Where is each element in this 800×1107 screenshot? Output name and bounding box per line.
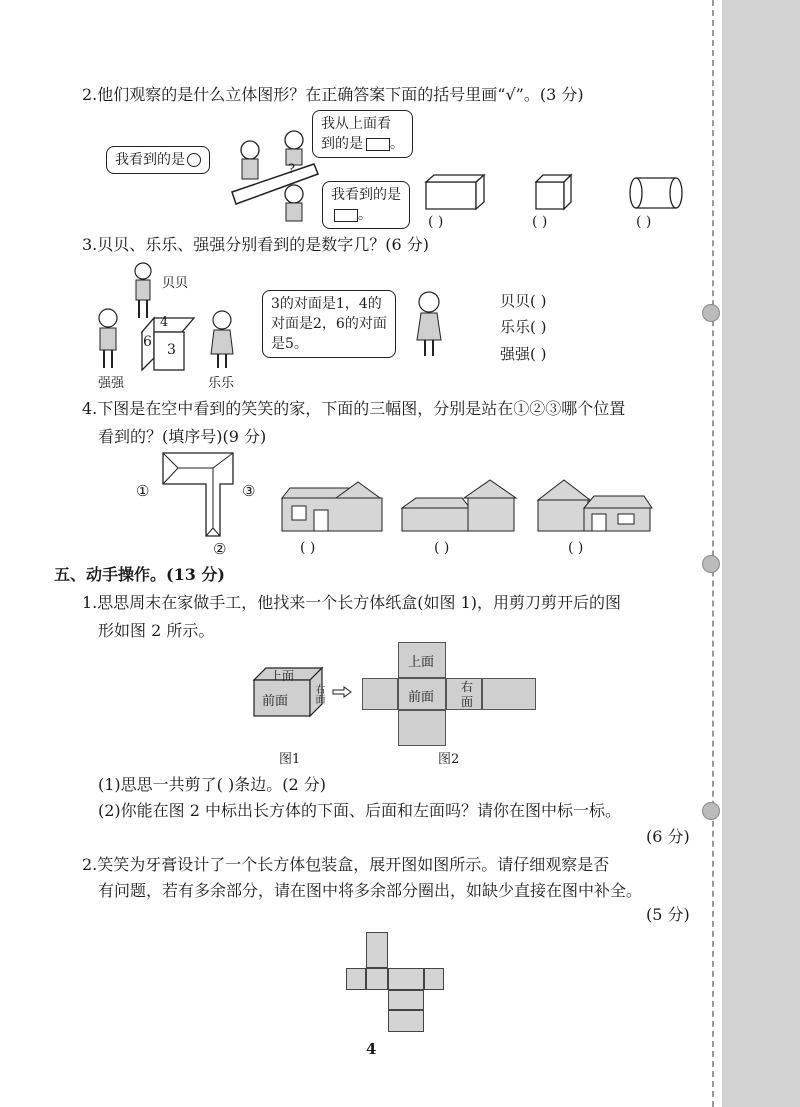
net-right-label-2: 面 [461, 695, 474, 709]
net-bottom-face [398, 710, 446, 746]
child-lele-icon [208, 310, 236, 370]
child-qiangqiang-icon [94, 308, 122, 370]
q2-answer-3[interactable]: ( ) [636, 214, 652, 230]
s5-q2-score: (5 分) [646, 905, 690, 924]
s5-sub2-score: (6 分) [646, 827, 690, 846]
cube-option-icon [534, 173, 574, 211]
answer-beibei[interactable]: 贝贝( ) [500, 292, 547, 310]
rectangle-shape-icon [334, 209, 358, 222]
answer-lele[interactable]: 乐乐( ) [500, 318, 547, 336]
q3-title: 3.贝贝、乐乐、强强分别看到的是数字几？(6 分) [82, 235, 430, 254]
q2-answer-1[interactable]: ( ) [428, 214, 444, 230]
q4-answer-3[interactable]: ( ) [568, 540, 584, 556]
rectangle-shape-icon [366, 138, 390, 151]
hint-bubble [262, 290, 396, 358]
net-front-label: 前面 [408, 690, 435, 705]
position-3: ③ [242, 482, 256, 500]
cube-face-left: 6 [143, 334, 152, 350]
table-question-mark: ? [288, 162, 295, 177]
page-number: 4 [366, 1040, 377, 1058]
arrow-icon [332, 686, 352, 698]
pack-net-cell [388, 1010, 424, 1032]
box-front-label: 前面 [262, 694, 289, 709]
hint-line-3: 是5。 [271, 336, 308, 352]
cube-face-top: 4 [160, 315, 169, 330]
house-view-2 [400, 478, 518, 532]
net-right-label-1: 右 [461, 680, 474, 694]
q4-answer-1[interactable]: ( ) [300, 540, 316, 556]
binding-hole-2 [702, 555, 720, 573]
pack-net-cell [388, 968, 424, 990]
pack-net-cell [346, 968, 366, 990]
bubble-top-line1: 我从上面看 [321, 116, 391, 132]
q4-title-line2: 看到的？(填序号)(9 分) [98, 427, 267, 446]
pack-net-cell [424, 968, 444, 990]
s5-q2-line1: 2.笑笑为牙膏设计了一个长方体包装盒，展开图如图所示。请仔细观察是否 [82, 855, 610, 874]
child-top-icon [285, 131, 303, 149]
hint-line-2: 对面是2，6的对面 [271, 316, 387, 332]
s5-q2-line2: 有问题，若有多余部分，请在图中将多余部分圈出，如缺少直接在图中补全。 [98, 881, 643, 900]
pack-net-cell [366, 932, 388, 968]
child-bottom-icon [285, 185, 303, 203]
cuboid-option-icon [424, 173, 488, 211]
net-top-label: 上面 [408, 655, 435, 670]
bubble-left-text: 我看到的是 [115, 152, 185, 168]
binding-margin [722, 0, 800, 1107]
bubble-bottom-line1: 我看到的是 [331, 187, 401, 203]
s5-sub1[interactable]: (1)思思一共剪了( )条边。(2 分) [98, 775, 326, 794]
cylinder-option-icon [628, 175, 684, 211]
figure-2-caption: 图2 [438, 752, 460, 767]
cube-face-front: 3 [167, 342, 176, 358]
net-back-face [482, 678, 536, 710]
house-view-3 [534, 478, 654, 532]
box-right-label: 右面 [313, 684, 324, 704]
pack-net-cell [366, 968, 388, 990]
table-scene [222, 122, 322, 232]
q2-answer-2[interactable]: ( ) [532, 214, 548, 230]
pack-net-cell [388, 990, 424, 1010]
bubble-top-line2: 到的是 [321, 136, 363, 152]
position-1: ① [136, 482, 150, 500]
speech-bubble-top: 我从上面看 到的是 。 [312, 110, 413, 158]
q4-title-line1: 4.下图是在空中看到的笑笑的家，下面的三幅图，分别是站在①②③哪个位置 [82, 399, 626, 418]
s5-q1-line2: 形如图 2 所示。 [98, 621, 215, 640]
house-view-1 [280, 480, 384, 532]
q4-answer-2[interactable]: ( ) [434, 540, 450, 556]
cut-line [712, 0, 714, 1107]
hint-line-1: 3的对面是1，4的 [271, 296, 382, 312]
s5-q1-line1: 1.思思周末在家做手工，他找来一个长方体纸盒(如图 1)，用剪刀剪开后的图 [82, 593, 622, 612]
roof-plan-view [162, 452, 234, 538]
figure-1-caption: 图1 [279, 752, 301, 767]
box-top-label: 上面 [270, 669, 295, 683]
speech-bubble-left [106, 146, 210, 174]
name-beibei: 贝贝 [162, 276, 189, 291]
q2-title: 2.他们观察的是什么立体图形？在正确答案下面的括号里画“√”。(3 分) [82, 85, 584, 104]
binding-hole-3 [702, 802, 720, 820]
child-left-icon [241, 141, 259, 159]
name-qiangqiang: 强强 [98, 376, 125, 391]
section5-heading: 五、动手操作。(13 分) [54, 565, 225, 584]
answer-qiangqiang[interactable]: 强强( ) [500, 345, 547, 363]
net-left-face [362, 678, 398, 710]
speech-bubble-bottom: 我看到的是 。 [322, 181, 410, 229]
s5-sub2: (2)你能在图 2 中标出长方体的下面、后面和左面吗？请你在图中标一标。 [98, 801, 622, 820]
circle-shape-icon [187, 153, 201, 167]
name-lele: 乐乐 [208, 376, 235, 391]
position-2: ② [213, 540, 227, 558]
child-beibei-icon [130, 262, 156, 320]
binding-hole-1 [702, 304, 720, 322]
child-hint-icon [414, 290, 444, 358]
